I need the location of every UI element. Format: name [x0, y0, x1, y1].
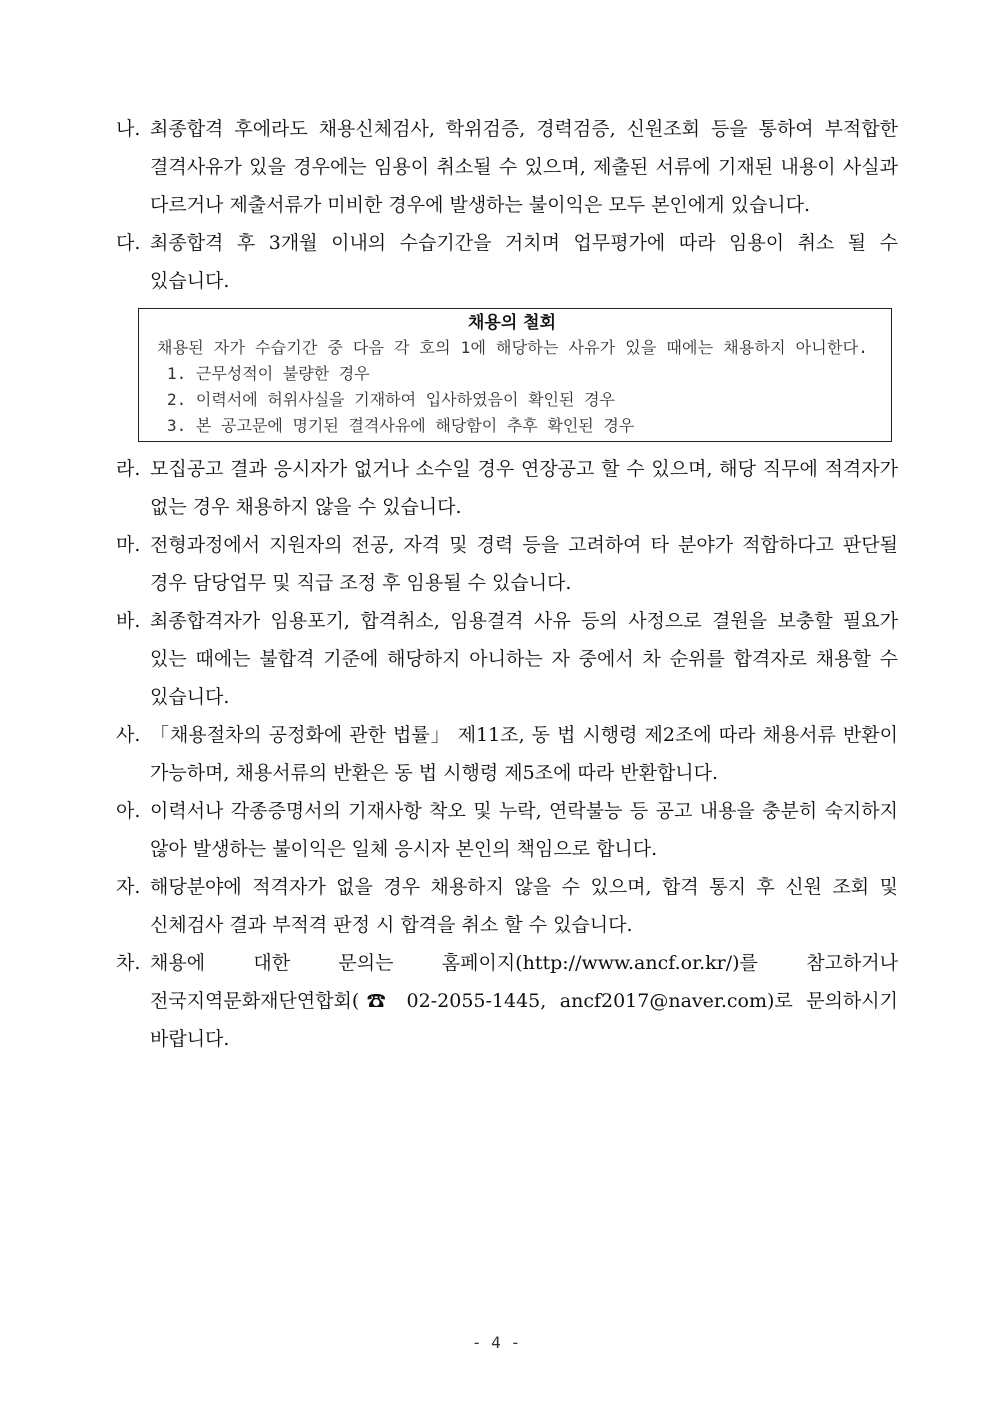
list-item-sa	[116, 716, 898, 792]
item-text: 「채용절차의 공정화에 관한 법률」 제11조, 동 법 시행령 제2조에 따라 채용서류 반환이 가능하며, 채용서류의 반환은 동 법 시행령 제5조에 따라 반환합니다.	[150, 724, 898, 784]
item-marker: 차.	[116, 952, 141, 974]
list-item-ja	[116, 868, 898, 944]
item-marker: 라.	[116, 458, 141, 480]
item-marker: 나.	[116, 118, 141, 140]
box-list-item: 1. 근무성적이 불량한 경우	[167, 364, 370, 383]
list-item-na	[116, 110, 898, 224]
box-list-item: 3. 본 공고문에 명기된 결격사유에 해당함이 추후 확인된 경우	[167, 416, 635, 435]
item-text: 최종합격자가 임용포기, 합격취소, 임용결격 사유 등의 사정으로 결원을 보충할 필요가 있는 때에는 불합격 기준에 해당하지 아니하는 자 중에서 차 순위를 합격자로 채용할 수 있습니다.	[150, 610, 898, 708]
item-text: 해당분야에 적격자가 없을 경우 채용하지 않을 수 있으며, 합격 통지 후 신원 조회 및 신체검사 결과 부적격 판정 시 합격을 취소 할 수 있습니다.	[150, 876, 898, 936]
box-title: 채용의 철회	[467, 313, 557, 333]
item-marker: 자.	[116, 876, 141, 898]
list-item-ma	[116, 526, 898, 602]
recruitment-withdrawal-box	[138, 308, 892, 442]
list-item-ra	[116, 450, 898, 526]
item-text: 전형과정에서 지원자의 전공, 자격 및 경력 등을 고려하여 타 분야가 적합하다고 판단될 경우 담당업무 및 직급 조정 후 임용될 수 있습니다.	[150, 534, 898, 594]
list-item-a	[116, 792, 898, 868]
item-marker: 아.	[116, 800, 141, 822]
page-number: - 4 -	[471, 1333, 521, 1352]
item-marker: 마.	[116, 534, 141, 556]
box-intro: 채용된 자가 수습기간 중 다음 각 호의 1에 해당하는 사유가 있을 때에는 채용하지 아니한다.	[157, 338, 869, 357]
item-text: 최종합격 후 3개월 이내의 수습기간을 거치며 업무평가에 따라 임용이 취소 될 수 있습니다.	[150, 232, 898, 292]
list-item-da	[116, 224, 898, 300]
item-marker: 다.	[116, 232, 141, 254]
list-item-cha	[116, 944, 898, 1058]
notice-content	[116, 110, 898, 1058]
item-marker: 사.	[116, 724, 141, 746]
list-item-ba	[116, 602, 898, 716]
box-list-item: 2. 이력서에 허위사실을 기재하여 입사하였음이 확인된 경우	[167, 390, 616, 409]
item-text: 최종합격 후에라도 채용신체검사, 학위검증, 경력검증, 신원조회 등을 통하여 부적합한 결격사유가 있을 경우에는 임용이 취소될 수 있으며, 제출된 서류에 기재된 내용이 사실과 다르거나 제출서류가 미비한 경우에 발생하는 불이익은 모두 본인에게 있습니다.	[150, 118, 898, 216]
item-text: 채용에 대한 문의는 홈페이지(http://www.ancf.or.kr/)를 참고하거나 전국지역문화재단연합회(☎ 02-2055-1445, ancf2017@naver.com)로 문의하시기 바랍니다.	[150, 952, 898, 1050]
item-text: 모집공고 결과 응시자가 없거나 소수일 경우 연장공고 할 수 있으며, 해당 직무에 적격자가 없는 경우 채용하지 않을 수 있습니다.	[150, 458, 898, 518]
item-text: 이력서나 각종증명서의 기재사항 착오 및 누락, 연락불능 등 공고 내용을 충분히 숙지하지 않아 발생하는 불이익은 일체 응시자 본인의 책임으로 합니다.	[150, 800, 898, 860]
item-marker: 바.	[116, 610, 141, 632]
